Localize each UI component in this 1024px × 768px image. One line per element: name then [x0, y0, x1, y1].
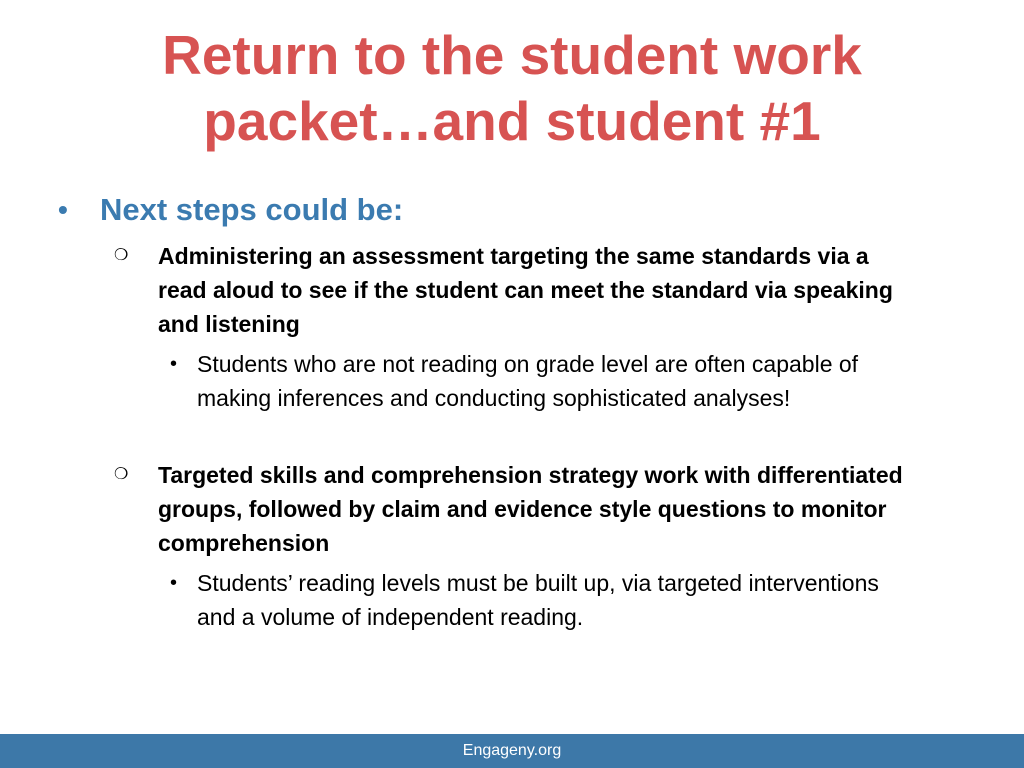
- detail-bullet-item-2-text: Students’ reading levels must be built up, via targeted interventions and a volume of independent reading.: [197, 570, 879, 630]
- detail-bullet-item-1: [170, 347, 910, 415]
- bullet-dot-icon: •: [170, 353, 178, 375]
- detail-bullet-item-2: [170, 566, 910, 634]
- footer-link[interactable]: Engageny.org: [462, 742, 562, 759]
- sub-bullet-item-2: [114, 458, 914, 560]
- circle-bullet-icon: ❍: [114, 466, 129, 483]
- detail-bullet-item-1-text: Students who are not reading on grade level are often capable of making inferences and conducting sophisticated analyses!: [197, 351, 859, 411]
- slide-title: [40, 22, 984, 154]
- sub-bullet-item-1-text: Administering an assessment targeting the same standards via a read aloud to see if the student can meet the standard via speaking and listening: [158, 243, 893, 337]
- slide-title-line-1: Return to the student work: [162, 24, 862, 86]
- footer-bar: [0, 734, 1024, 768]
- sub-bullet-item-1: [114, 239, 914, 341]
- bullet-dot-icon: •: [58, 194, 68, 225]
- main-bullet-text: Next steps could be:: [100, 192, 404, 227]
- sub-bullet-item-2-text: Targeted skills and comprehension strategy work with differentiated groups, followed by claim and evidence style questions to monitor comprehension: [158, 462, 903, 556]
- bullet-dot-icon: •: [170, 572, 178, 594]
- circle-bullet-icon: ❍: [114, 247, 129, 264]
- slide-title-line-2: packet…and student #1: [203, 90, 821, 152]
